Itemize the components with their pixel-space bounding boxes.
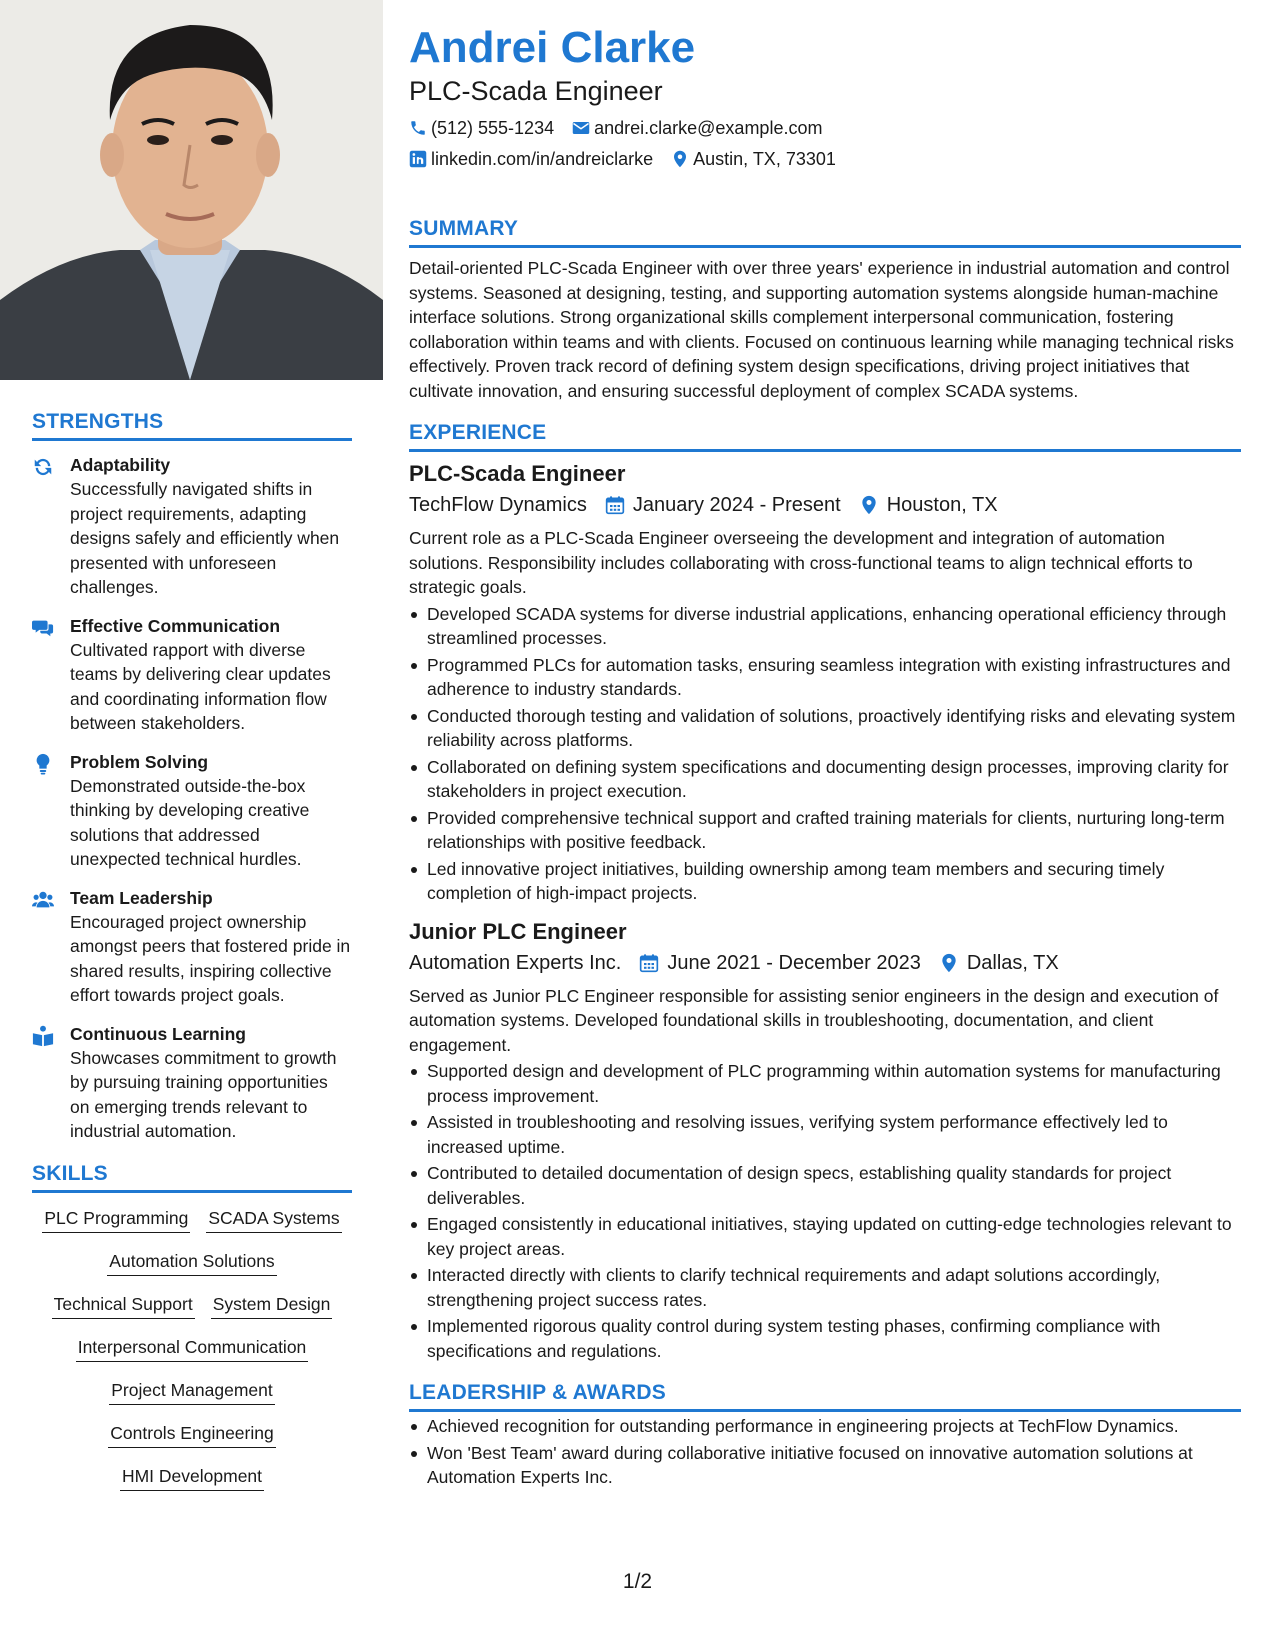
job-location	[939, 948, 1059, 978]
email-contact[interactable]	[572, 116, 822, 140]
phone-text: (512) 555-1234	[431, 118, 555, 138]
skill-tag: System Design	[211, 1293, 333, 1319]
skills-list	[32, 1207, 352, 1491]
users-icon	[32, 886, 70, 1008]
skills-heading: SKILLS	[32, 1162, 352, 1193]
summary-text: Detail-oriented PLC-Scada Engineer with over three years' experience in industrial automation and control systems. Seasoned at designing, testing, and supporting automation systems alongside human-machine interface solutions. Strong organizational skills complement interpersonal communication, fostering collaboration within teams and with clients. Focused on continuous learning while managing technical risks effectively. Proven track record of defining system design specifications, driving project initiatives that cultivate innovation, and ensuring successful deployment of complex SCADA systems.	[409, 258, 1234, 401]
job-bullet: Conducted thorough testing and validation of solutions, proactively identifying risks and elevating system reliability across platforms.	[409, 704, 1241, 753]
linkedin-text: linkedin.com/in/andreiclarke	[431, 149, 654, 169]
strength-desc: Encouraged project ownership amongst peers that fostered pride in shared results, inspiring collective effort towards project goals.	[70, 911, 351, 1005]
job-dates	[639, 948, 921, 978]
job-entry	[409, 918, 1241, 1364]
job-location-text: Houston, TX	[886, 494, 998, 516]
strength-title: Problem Solving	[70, 751, 209, 772]
company-name: TechFlow Dynamics	[409, 494, 587, 516]
company-name: Automation Experts Inc.	[409, 951, 622, 974]
lightbulb-icon	[32, 750, 70, 872]
job-title: Junior PLC Engineer	[409, 918, 627, 944]
job-bullet: Programmed PLCs for automation tasks, ensuring seamless integration with existing infrastructures and adherence to industry standards.	[409, 653, 1241, 702]
strength-item	[32, 614, 352, 736]
award-item: Won 'Best Team' award during collaborative initiative focused on innovative automation solutions at Automation Experts Inc.	[409, 1441, 1241, 1490]
strengths-list	[32, 453, 352, 1144]
job-bullet: Collaborated on defining system specifications and documenting design processes, improving clarity for stakeholders in project execution.	[409, 755, 1241, 804]
skill-tag: Automation Solutions	[107, 1250, 276, 1276]
calendar-icon	[605, 495, 625, 515]
strength-item	[32, 1022, 352, 1144]
right-column	[409, 20, 1241, 1492]
contact-row	[409, 116, 1241, 140]
job-bullet: Developed SCADA systems for diverse industrial applications, enhancing operational efficiency through streamlined processes.	[409, 602, 1241, 651]
linkedin-contact[interactable]	[409, 147, 653, 171]
job-bullet: Provided comprehensive technical support and crafted training materials for clients, nurturing long-term relationships with positive feedback.	[409, 806, 1241, 855]
job-bullet: Assisted in troubleshooting and resolving issues, verifying system performance effectively led to increased uptime.	[409, 1110, 1241, 1159]
job-entry	[409, 460, 1241, 906]
strength-item	[32, 453, 352, 600]
job-title: PLC-Scada Engineer	[409, 461, 626, 486]
strength-title: Team Leadership	[70, 887, 213, 908]
job-location-text: Dallas, TX	[966, 951, 1059, 974]
email-text: andrei.clarke@example.com	[594, 118, 823, 138]
job-bullet: Interacted directly with clients to clarify technical requirements and adapt solutions accordingly, strengthening project success rates.	[409, 1263, 1241, 1312]
job-bullet: Contributed to detailed documentation of design specs, establishing quality standards for project deliverables.	[409, 1161, 1241, 1210]
strengths-heading: STRENGTHS	[32, 410, 352, 441]
profile-photo	[0, 0, 383, 380]
job-dates	[605, 490, 841, 520]
book-reader-icon	[32, 1022, 70, 1144]
strength-item	[32, 886, 352, 1008]
linkedin-icon	[409, 150, 427, 168]
award-item: Achieved recognition for outstanding performance in engineering projects at TechFlow Dynamics.	[409, 1414, 1241, 1439]
job-description: Current role as a PLC-Scada Engineer overseeing the development and integration of automation solutions. Responsibility includes collaborating with cross-functional teams to align technical efforts to strategic goals.	[409, 528, 1193, 597]
job-bullet: Supported design and development of PLC programming within automation systems for manufacturing process improvement.	[409, 1059, 1241, 1108]
experience-heading: EXPERIENCE	[409, 421, 1241, 452]
contact-row	[409, 147, 1241, 171]
job-dates-text: June 2021 - December 2023	[667, 951, 921, 974]
calendar-icon	[639, 953, 659, 973]
job-meta	[409, 490, 1241, 520]
map-marker-icon	[859, 495, 879, 515]
skill-tag: Technical Support	[52, 1293, 195, 1319]
location-contact	[671, 147, 836, 171]
leadership-heading: LEADERSHIP & AWARDS	[409, 1381, 1241, 1412]
left-column	[0, 0, 383, 1650]
strength-title: Adaptability	[70, 455, 171, 475]
phone-contact[interactable]	[409, 116, 554, 140]
strength-title: Effective Communication	[70, 615, 281, 636]
envelope-icon	[572, 119, 590, 137]
strength-title: Continuous Learning	[70, 1023, 246, 1044]
leadership-list	[409, 1414, 1241, 1490]
map-marker-icon	[939, 953, 959, 973]
skill-tag: Controls Engineering	[108, 1422, 275, 1448]
job-bullets	[409, 1059, 1241, 1363]
location-text: Austin, TX, 73301	[693, 149, 836, 169]
skill-tag: PLC Programming	[42, 1207, 190, 1233]
skill-tag: Interpersonal Communication	[76, 1336, 309, 1362]
job-bullet: Implemented rigorous quality control during system testing phases, confirming compliance with specifications and regulations.	[409, 1314, 1241, 1363]
phone-icon	[409, 119, 427, 137]
job-bullets	[409, 602, 1241, 906]
skill-tag: Project Management	[109, 1379, 274, 1405]
job-bullet: Led innovative project initiatives, building ownership among team members and securing timely completion of high-impact projects.	[409, 857, 1241, 906]
strength-desc: Demonstrated outside-the-box thinking by developing creative solutions that addressed unexpected technical hurdles.	[70, 775, 310, 869]
refresh-icon	[32, 453, 70, 600]
job-meta	[409, 948, 1241, 978]
skill-tag: SCADA Systems	[206, 1207, 341, 1233]
job-location	[859, 490, 998, 520]
strength-desc: Cultivated rapport with diverse teams by delivering clear updates and coordinating information flow between stakeholders.	[70, 639, 331, 733]
job-bullet: Engaged consistently in educational initiatives, staying updated on cutting-edge technologies relevant to key project areas.	[409, 1212, 1241, 1261]
left-content	[32, 410, 352, 1491]
strength-desc: Successfully navigated shifts in project requirements, adapting designs safely and efficiently when presented with unforeseen challenges.	[70, 479, 340, 597]
summary-heading: SUMMARY	[409, 217, 1241, 248]
page-number: 1/2	[622, 1570, 653, 1593]
job-dates-text: January 2024 - Present	[632, 494, 841, 516]
skill-tag: HMI Development	[120, 1465, 264, 1491]
job-description: Served as Junior PLC Engineer responsible for assisting senior engineers in the design and execution of automation systems. Developed foundational skills in troubleshooting, documentation, and client engagement.	[409, 985, 1219, 1055]
comments-icon	[32, 614, 70, 736]
candidate-name: Andrei Clarke	[409, 23, 696, 72]
strength-item	[32, 750, 352, 872]
map-marker-icon	[671, 150, 689, 168]
candidate-role: PLC-Scada Engineer	[409, 76, 663, 106]
strength-desc: Showcases commitment to growth by pursuing training opportunities on emerging trends relevant to industrial automation.	[70, 1047, 337, 1141]
